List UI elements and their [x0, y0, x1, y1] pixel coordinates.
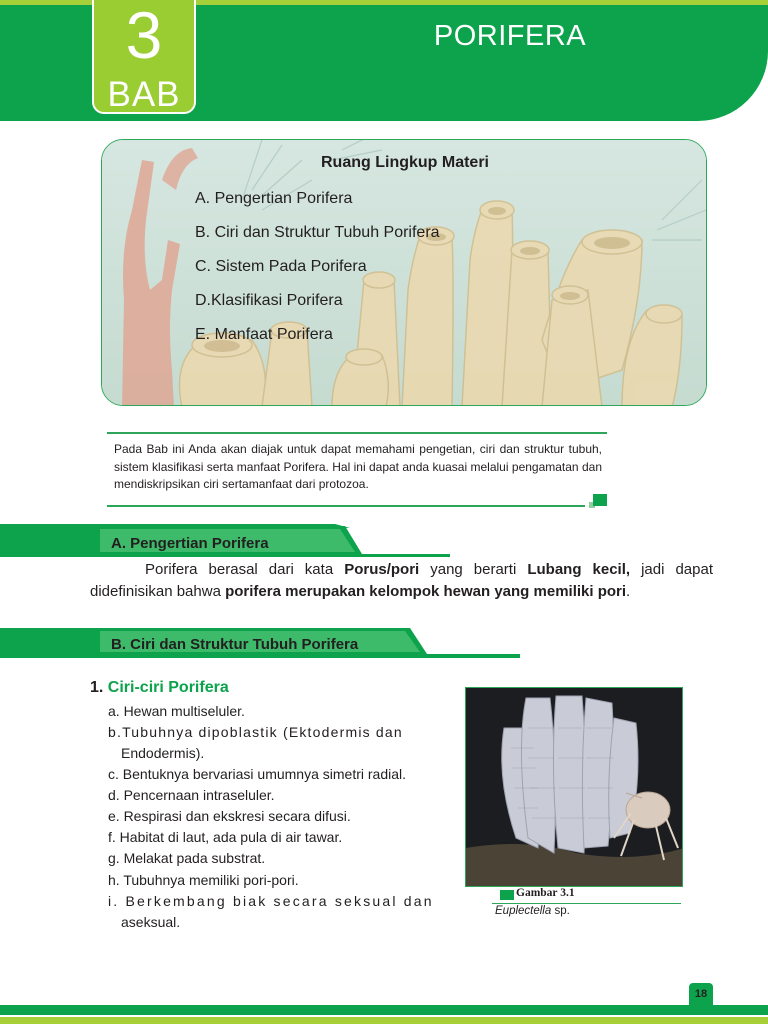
footer-lime-stripe [0, 1017, 768, 1024]
section-b-heading: B. Ciri dan Struktur Tubuh Porifera [111, 636, 359, 653]
chapter-number: 3 [125, 0, 163, 72]
section-a-heading: A. Pengertian Porifera [111, 535, 269, 552]
figure-caption-label: Gambar 3.1 [516, 887, 575, 899]
list-item: i. Berkembang biak secara seksual dan [108, 893, 434, 909]
para-text-3: jadi dapat didefinisikan bahwa [90, 561, 713, 600]
scope-item-b: B. Ciri dan Struktur Tubuh Porifera [195, 224, 440, 241]
chapter-title: PORIFERA [433, 20, 587, 52]
subheading-ciri [90, 679, 229, 697]
figure-caption-species [495, 905, 570, 917]
subheading-number: 1. [90, 679, 104, 696]
para-definition: porifera merupakan kelompok hewan yang memiliki pori [225, 583, 627, 600]
list-item: a. Hewan multiseluler. [108, 703, 245, 719]
decor-square [593, 494, 607, 506]
figure-euplectella-photo [465, 687, 683, 887]
para-end: . [626, 583, 631, 600]
list-item: g. Melakat pada substrat. [108, 850, 266, 866]
scope-item-d: D.Klasifikasi Porifera [195, 292, 343, 309]
caption-marker [500, 890, 514, 900]
intro-top-rule [107, 432, 607, 434]
list-item: h. Tubuhnya memiliki pori-pori. [108, 872, 299, 888]
list-item-continued: Endodermis). [121, 745, 205, 761]
para-term-porus: Porus/pori [344, 561, 420, 578]
scope-title: Ruang Lingkup Materi [321, 154, 489, 171]
subheading-title: Ciri-ciri Porifera [107, 679, 229, 696]
caption-rule [492, 903, 681, 904]
chapter-label: BAB [107, 75, 181, 114]
scope-item-c: C. Sistem Pada Porifera [195, 258, 367, 275]
sponge-background-illustration [102, 140, 707, 406]
species-suffix: sp. [551, 905, 570, 917]
intro-bottom-rule [107, 505, 585, 507]
scope-item-e: E. Manfaat Porifera [195, 326, 333, 343]
intro-paragraph: Pada Bab ini Anda akan diajak untuk dapat memahami pengetian, ciri dan struktur tubuh, sistem klasifikasi serta manfaat Porifera. Hal ini dapat anda kuasai melalui pengamatan dan mendiskripsikan ciri sertamanfaat dari protozoa. [114, 442, 602, 491]
list-item: d. Pencernaan intraseluler. [108, 787, 275, 803]
species-name: Euplectella [495, 905, 552, 917]
scope-box [101, 139, 707, 406]
page-number: 18 [689, 983, 713, 1005]
section-a-paragraph [90, 559, 713, 603]
para-text-1: Porifera berasal dari kata [145, 561, 345, 578]
list-item: f. Habitat di laut, ada pula di air tawar. [108, 829, 343, 845]
footer-stripe [0, 1005, 768, 1015]
list-item: b.Tubuhnya dipoblastik (Ektodermis dan [108, 724, 403, 740]
scope-item-a: A. Pengertian Porifera [195, 190, 353, 207]
para-term-lubang: Lubang kecil, [527, 561, 631, 578]
list-item: e. Respirasi dan ekskresi secara difusi. [108, 808, 351, 824]
list-item: c. Bentuknya bervariasi umumnya simetri radial. [108, 766, 407, 782]
chapter-badge [92, 0, 196, 114]
list-item-continued: aseksual. [121, 914, 181, 930]
para-text-2: yang berarti [419, 561, 528, 578]
